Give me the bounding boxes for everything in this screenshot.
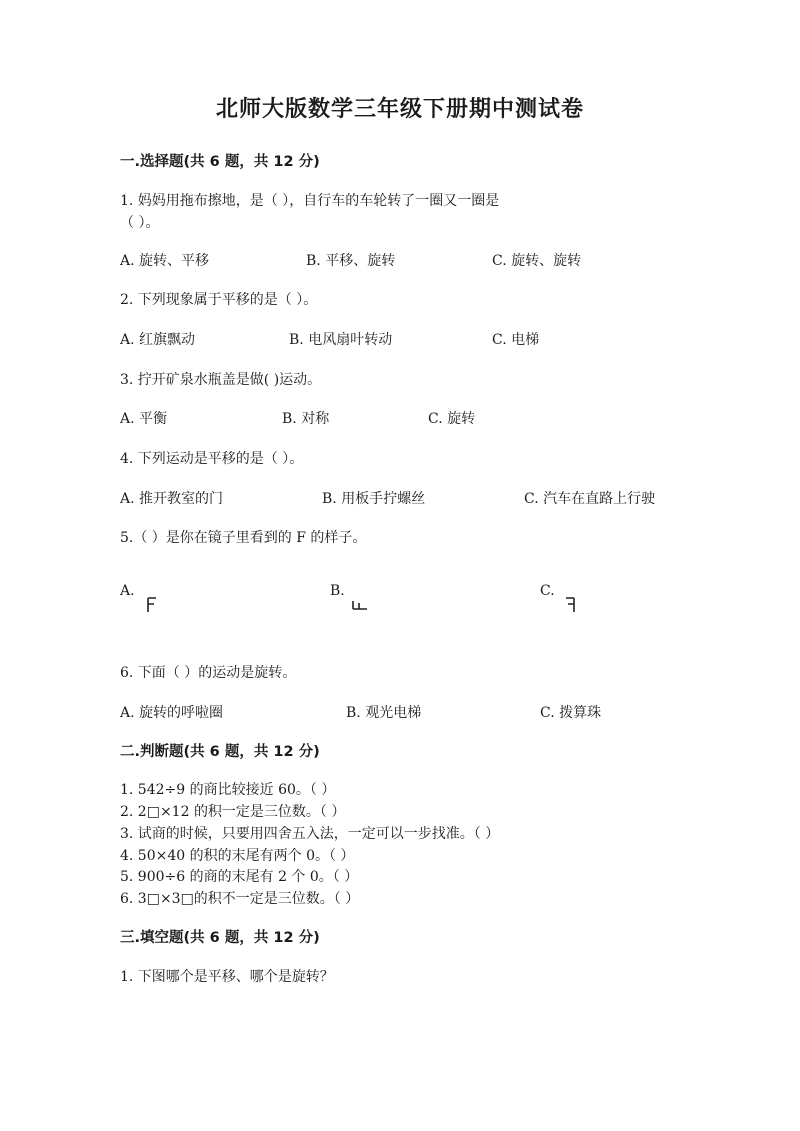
judgment-item-5: 5. 900÷6 的商的末尾有 2 个 0。（ ） — [120, 869, 359, 885]
question-2-stem: 2. 下列现象属于平移的是（ ）。 — [120, 292, 318, 308]
judgment-item-3: 3. 试商的时候，只要用四舍五入法，一定可以一步找准。（ ） — [120, 826, 500, 842]
question-5-stem: 5.（ ）是你在镜子里看到的 F 的样子。 — [120, 530, 367, 546]
question-1-option-c: C. 旋转、旋转 — [492, 253, 582, 269]
question-2-option-b: B. 电风扇叶转动 — [289, 332, 393, 348]
f-rotated-figure — [352, 599, 368, 611]
question-6-option-b: B. 观光电梯 — [346, 705, 422, 721]
judgment-item-6: 6. 3□×3□的积不一定是三位数。（ ） — [120, 891, 360, 907]
question-1-option-a: A. 旋转、平移 — [120, 253, 210, 269]
question-3-stem: 3. 拧开矿泉水瓶盖是做( )运动。 — [120, 372, 322, 388]
question-1-option-b: B. 平移、旋转 — [306, 253, 396, 269]
question-6-option-a: A. 旋转的呼啦圈 — [120, 705, 224, 721]
fill-question-1: 1. 下图哪个是平移、哪个是旋转？ — [120, 969, 334, 985]
question-3-option-b: B. 对称 — [282, 411, 330, 427]
judgment-item-1: 1. 542÷9 的商比较接近 60。（ ） — [120, 782, 336, 798]
question-5-option-a: A. — [120, 583, 135, 599]
question-6-option-c: C. 拨算珠 — [540, 705, 602, 721]
question-4-stem: 4. 下列运动是平移的是（ ）。 — [120, 451, 304, 467]
question-1-line2: （ ）。 — [120, 215, 160, 231]
question-4-option-b: B. 用板手拧螺丝 — [322, 491, 426, 507]
section-heading-choice: 一.选择题(共 6 题，共 12 分) — [120, 154, 320, 170]
question-5-option-b: B. — [330, 583, 345, 599]
question-3-option-c: C. 旋转 — [428, 411, 476, 427]
question-2-option-a: A. 红旗飘动 — [120, 332, 196, 348]
question-6-stem: 6. 下面（ ）的运动是旋转。 — [120, 665, 297, 681]
judgment-item-4: 4. 50×40 的积的末尾有两个 0。（ ） — [120, 848, 355, 864]
question-5-option-c: C. — [540, 583, 555, 599]
question-4-option-c: C. 汽车在直路上行驶 — [524, 491, 656, 507]
question-1-line1: 1. 妈妈用拖布擦地，是（ ），自行车的车轮转了一圈又一圈是 — [120, 193, 500, 209]
section-heading-fill-blank: 三.填空题(共 6 题，共 12 分) — [120, 930, 320, 946]
question-3-option-a: A. 平衡 — [120, 411, 168, 427]
judgment-item-2: 2. 2□×12 的积一定是三位数。（ ） — [120, 804, 346, 820]
question-4-option-a: A. 推开教室的门 — [120, 491, 224, 507]
question-2-option-c: C. 电梯 — [492, 332, 540, 348]
page-title: 北师大版数学三年级下册期中测试卷 — [215, 97, 584, 122]
section-heading-judgment: 二.判断题(共 6 题，共 12 分) — [120, 744, 320, 760]
f-normal-figure — [146, 597, 158, 613]
f-mirrored-figure — [564, 597, 576, 613]
